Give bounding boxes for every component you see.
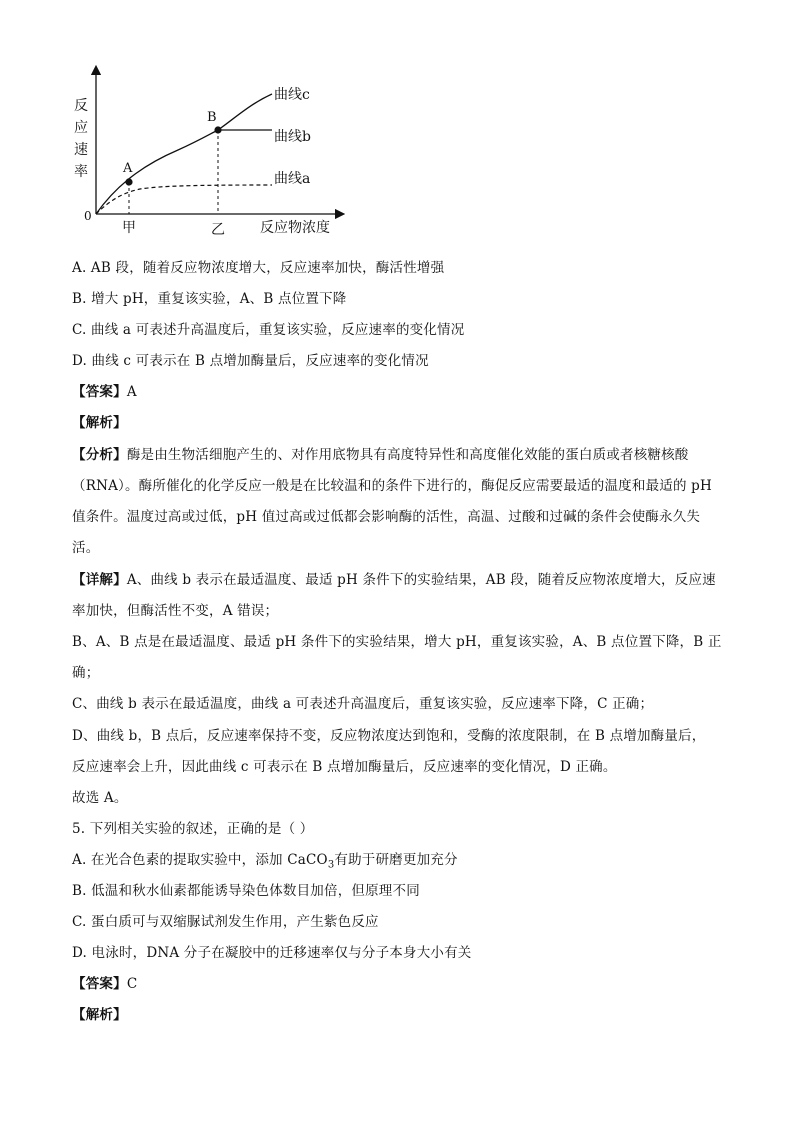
curve-c-line <box>96 94 272 214</box>
point-b-marker <box>214 126 221 133</box>
y-label-char: 反 <box>74 98 88 114</box>
x-axis-label: 反应物浓度 <box>260 220 330 236</box>
q5-option-d: D. 电泳时，DNA 分子在凝胶中的迁移速率仅与分子本身大小有关 <box>72 945 472 961</box>
y-label-char: 应 <box>74 120 88 136</box>
q4-option-c: C. 曲线 a 可表述升高温度后，重复该实验，反应速率的变化情况 <box>72 322 465 338</box>
q5-option-a-subscript: 3 <box>327 859 335 871</box>
q5-answer <box>72 972 137 992</box>
point-a-marker <box>125 178 132 185</box>
answer-value: C <box>126 976 138 992</box>
q4-xiangjie-line: D、曲线 b，B 点后，反应速率保持不变，反应物浓度达到饱和，受酶的浓度限制，在 B 点增加酶量后， <box>72 728 706 744</box>
fenxi-tag: 【分析】 <box>72 447 127 463</box>
q4-xiangjie-line: C、曲线 b 表示在最适温度，曲线 a 可表述升高温度后，重复该实验，反应速率下降，C 正确； <box>72 696 654 712</box>
q4-xiangjie-line <box>72 568 716 588</box>
y-label-char: 率 <box>74 164 88 180</box>
q4-fenxi-line: 值条件。温度过高或过低，pH 值过高或过低都会影响酶的活性，高温、过酸和过碱的条件会使酶永久失 <box>72 509 701 525</box>
q4-conclusion: 故选 A。 <box>72 790 128 806</box>
curve-b-label: 曲线b <box>274 129 311 145</box>
xiangjie-tag: 【详解】 <box>72 572 127 588</box>
q5-option-a-text: A. 在光合色素的提取实验中，添加 CaCO <box>72 852 328 868</box>
q5-option-c: C. 蛋白质可与双缩脲试剂发生作用，产生紫色反应 <box>72 914 379 930</box>
y-label-char: 速 <box>74 142 88 158</box>
q4-xiangjie-line: 率加快，但酶活性不变，A 错误； <box>72 603 279 619</box>
q4-xiangjie-line: B、A、B 点是在最适温度、最适 pH 条件下的实验结果，增大 pH，重复该实验，A、B 点位置下降，B 正 <box>72 634 722 650</box>
q4-option-d: D. 曲线 c 可表示在 B 点增加酶量后，反应速率的变化情况 <box>72 353 429 369</box>
q5-option-a-text-end: 有助于研磨更加充分 <box>334 852 458 868</box>
fenxi-text: 酶是由生物活细胞产生的、对作用底物具有高度特异性和高度催化效能的蛋白质或者核糖核酸 <box>126 447 689 463</box>
q4-option-b: B. 增大 pH，重复该实验，A、B 点位置下降 <box>72 291 347 307</box>
answer-value: A <box>126 384 137 400</box>
q5-option-a <box>72 848 458 871</box>
xiangjie-text: A、曲线 b 表示在最适温度、最适 pH 条件下的实验结果，AB 段，随着反应物浓度增大，反应速 <box>126 572 716 588</box>
q4-fenxi-line: 活。 <box>72 540 100 556</box>
q4-answer <box>72 380 137 400</box>
q5-stem: 5. 下列相关实验的叙述，正确的是（ ） <box>72 821 314 837</box>
q4-analysis-heading: 【解析】 <box>72 415 127 431</box>
curve-a-line <box>96 185 272 214</box>
point-b-label: B <box>207 110 217 125</box>
origin-label: 0 <box>84 209 92 223</box>
x-tick-yi: 乙 <box>211 222 225 238</box>
q4-fenxi-line <box>72 443 689 463</box>
q5-analysis-heading: 【解析】 <box>72 1007 127 1023</box>
q4-option-a: A. AB 段，随着反应物浓度增大，反应速率加快，酶活性增强 <box>72 260 445 276</box>
answer-tag: 【答案】 <box>72 384 127 400</box>
enzyme-reaction-rate-figure <box>60 62 350 242</box>
curve-c-label: 曲线c <box>274 87 310 103</box>
q4-xiangjie-line: 确； <box>72 665 100 681</box>
q4-xiangjie-line: 反应速率会上升，因此曲线 c 可表示在 B 点增加酶量后，反应速率的变化情况，D 正确。 <box>72 759 617 775</box>
point-a-label: A <box>123 161 133 176</box>
q4-fenxi-line: （RNA）。酶所催化的化学反应一般是在比较温和的条件下进行的，酶促反应需要最适的温度和最适的 pH <box>72 478 712 494</box>
answer-tag: 【答案】 <box>72 976 127 992</box>
x-tick-jia: 甲 <box>122 220 136 236</box>
curve-a-label: 曲线a <box>274 171 311 187</box>
q5-option-b: B. 低温和秋水仙素都能诱导染色体数目加倍，但原理不同 <box>72 883 420 899</box>
